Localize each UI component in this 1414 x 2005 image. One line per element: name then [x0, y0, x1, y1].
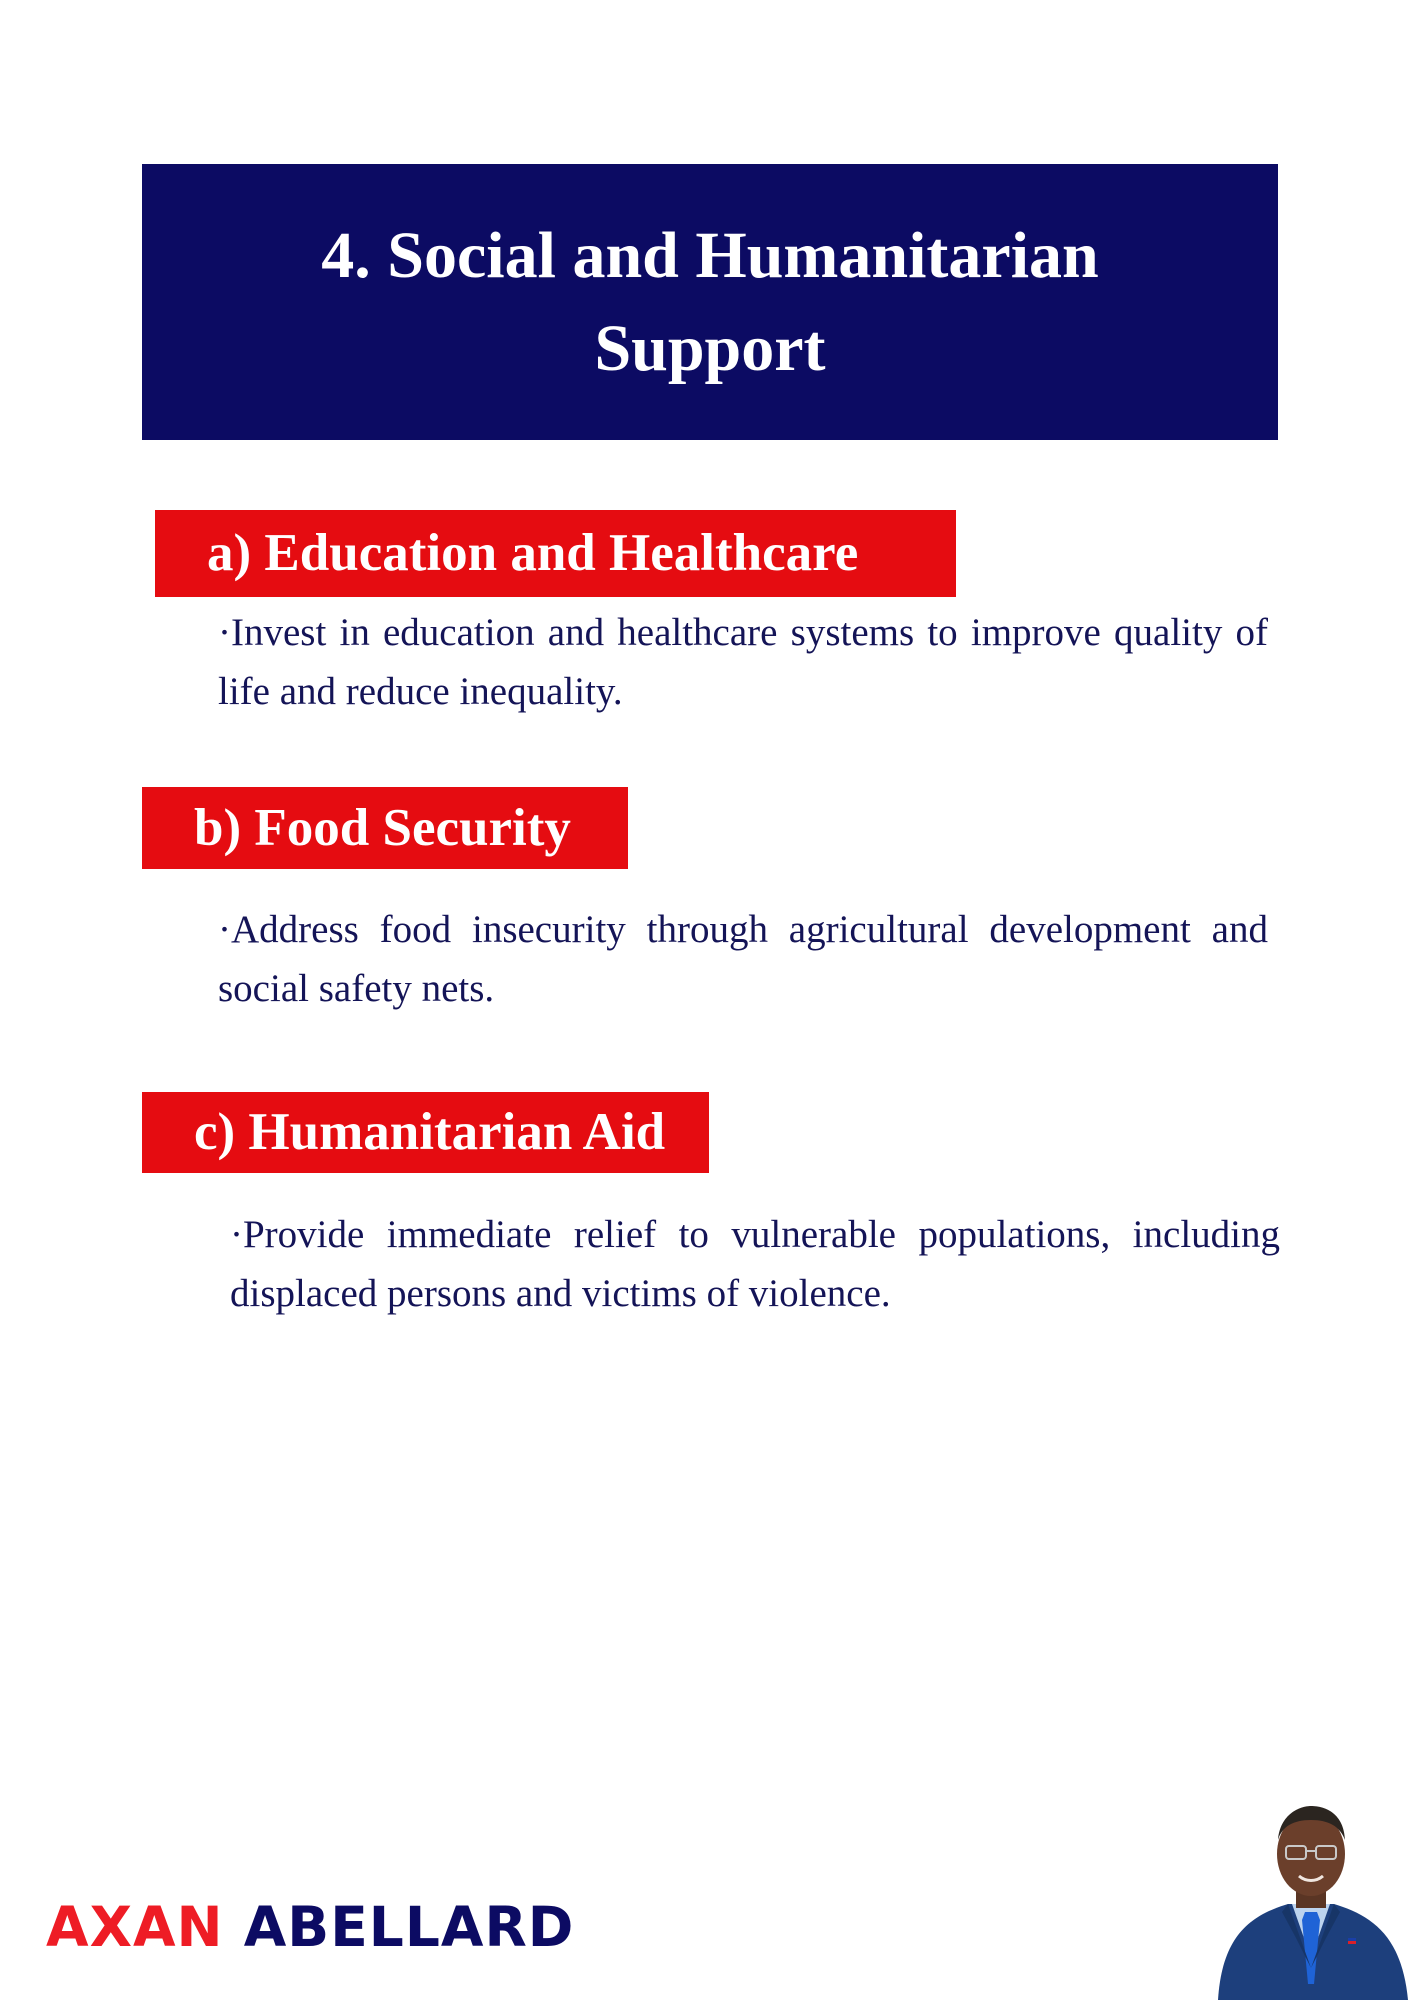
section-text-humanitarian-aid: ·Provide immediate relief to vulnerable populations, including displaced persons and victims of violence.: [230, 1213, 1280, 1315]
title-banner: [142, 164, 1278, 440]
portrait-icon: [1208, 1788, 1414, 2000]
section-text-education: ·Invest in education and healthcare systems to improve quality of life and reduce inequality.: [218, 611, 1268, 713]
section-heading-food-security: b) Food Security: [142, 787, 628, 869]
section-text-food-security: ·Address food insecurity through agricultural development and social safety nets.: [218, 908, 1268, 1010]
section-heading-humanitarian-aid: c) Humanitarian Aid: [142, 1092, 709, 1173]
brand-first-name: AXAN: [46, 1895, 224, 1959]
page-title: 4. Social and Humanitarian Support: [321, 219, 1099, 385]
brand-name: [46, 1895, 575, 1959]
brand-last-name: ABELLARD: [243, 1895, 575, 1959]
section-heading-education: a) Education and Healthcare: [155, 510, 956, 597]
